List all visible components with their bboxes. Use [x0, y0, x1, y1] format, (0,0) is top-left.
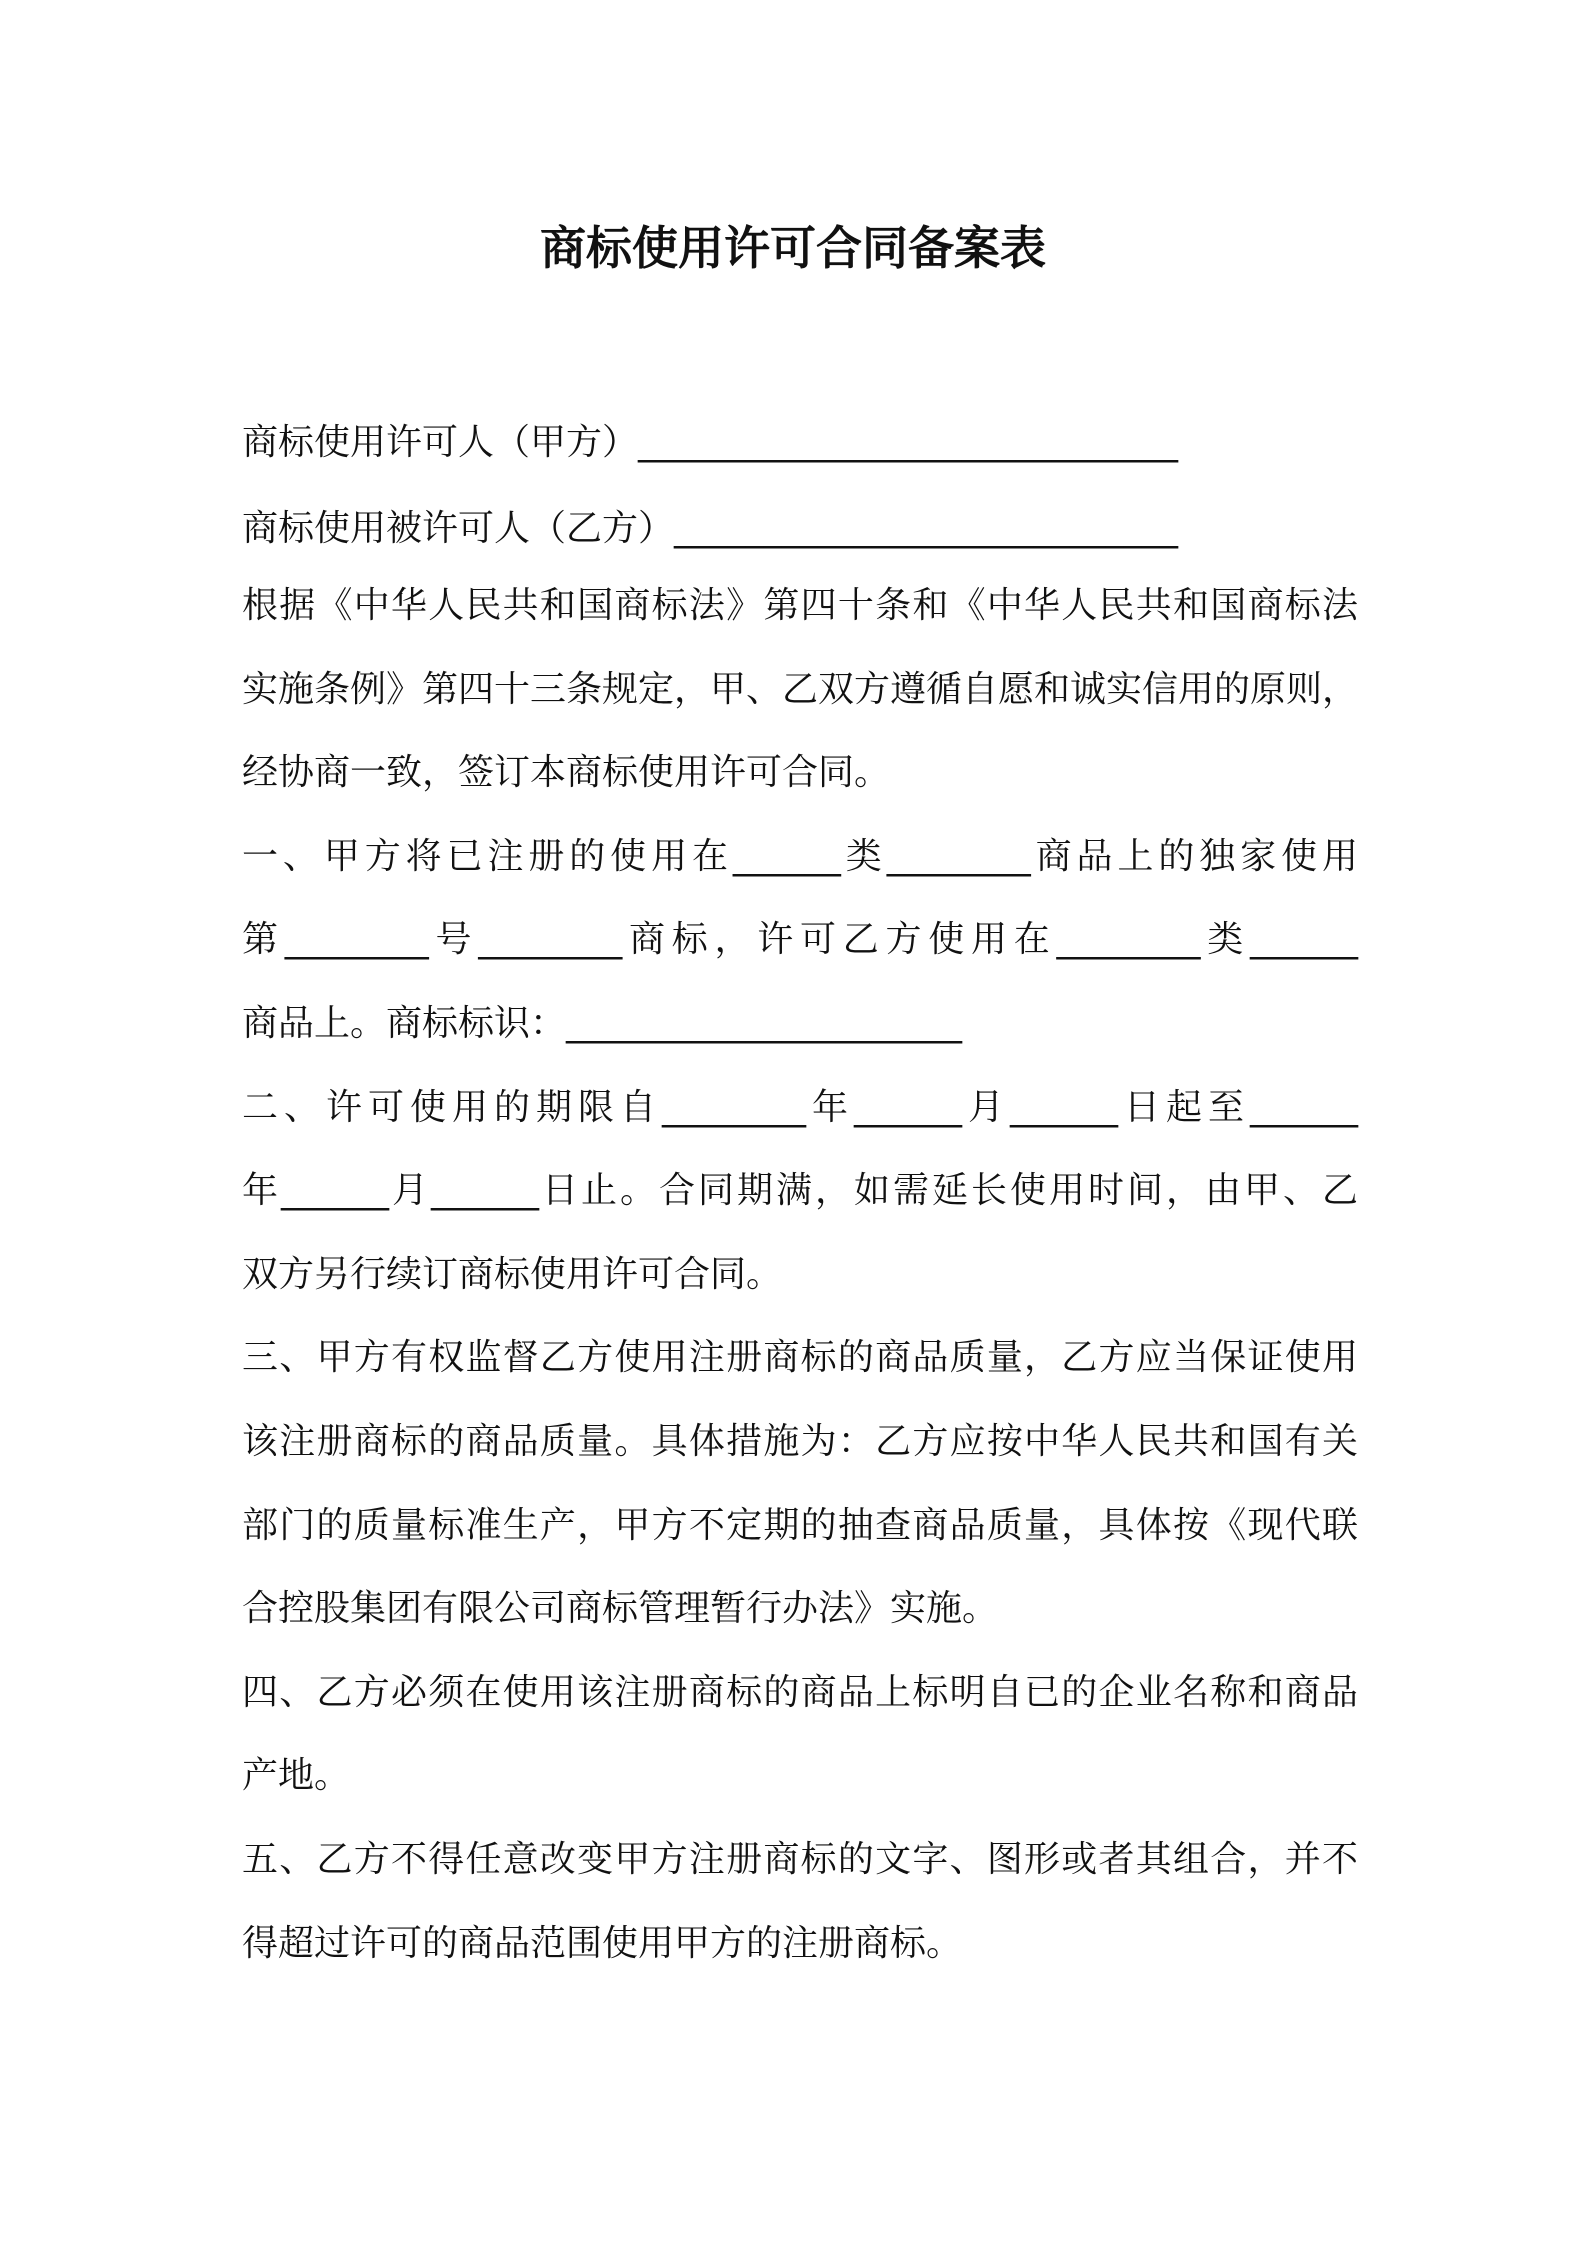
clause-4-line: 产地。 — [242, 1755, 351, 1797]
body-line: 根据《中华人民共和国商标法》第四十条和《中华人民共和国商标法 — [242, 585, 1358, 626]
clause-5-line: 得超过许可的商品范围使用甲方的注册商标。 — [242, 1922, 963, 1964]
contract-body — [0, 564, 1359, 1985]
clause-2-line: 双方另行续订商标使用许可合同。 — [242, 1253, 783, 1295]
clause-2-line: 二、许可使用的期限自________年______月______日起至______ — [242, 1086, 1358, 1128]
clause-1-line: 一、甲方将已注册的使用在______类________商品上的独家使用 — [242, 835, 1358, 877]
licensor-field-line: 商标使用许可人（甲方）______________________________ — [242, 422, 1179, 463]
clause-2-line: 年______月______日止。合同期满，如需延长使用时间，由甲、乙 — [242, 1170, 1358, 1212]
clause-1-line: 商品上。商标标识：______________________ — [242, 1002, 963, 1044]
clause-3-line: 合控股集团有限公司商标管理暂行办法》实施。 — [242, 1588, 999, 1630]
clause-5-line: 五、乙方不得任意改变甲方注册商标的文字、图形或者其组合，并不 — [242, 1838, 1358, 1880]
clause-4-line: 四、乙方必须在使用该注册商标的商品上标明自已的企业名称和商品 — [242, 1671, 1358, 1713]
body-line: 实施条例》第四十三条规定，甲、乙双方遵循自愿和诚实信用的原则， — [242, 668, 1359, 710]
document-title: 商标使用许可合同备案表 — [540, 221, 1046, 275]
clause-3-line: 三、甲方有权监督乙方使用注册商标的商品质量，乙方应当保证使用 — [242, 1337, 1358, 1379]
licensee-field-line: 商标使用被许可人（乙方）____________________________ — [242, 508, 1179, 549]
clause-1-line: 第________号________商标，许可乙方使用在________类______ — [242, 919, 1358, 961]
clause-3-line: 该注册商标的商品质量。具体措施为：乙方应按中华人民共和国有关 — [242, 1420, 1358, 1462]
clause-3-line: 部门的质量标准生产，甲方不定期的抽查商品质量，具体按《现代联 — [242, 1504, 1358, 1546]
body-line: 经协商一致，签订本商标使用许可合同。 — [242, 752, 891, 794]
